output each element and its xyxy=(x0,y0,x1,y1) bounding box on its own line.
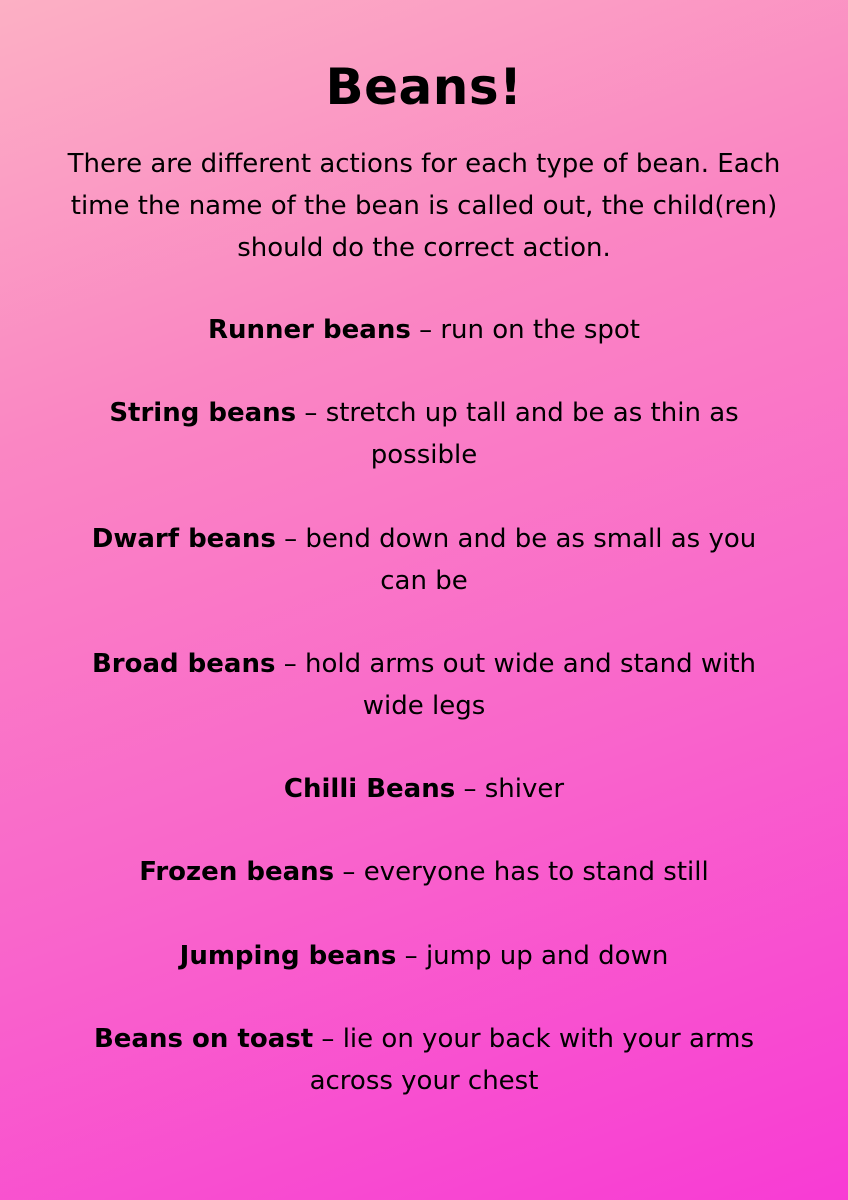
bean-action: everyone has to stand still xyxy=(363,857,709,887)
bean-name: Beans on toast xyxy=(93,1024,314,1054)
bean-separator: – xyxy=(275,524,306,554)
bean-item-runner xyxy=(74,309,774,351)
bean-name: Chilli Beans xyxy=(283,774,456,804)
intro-paragraph: There are different actions for each type of bean. Each time the name of the bean is called out, the child(ren) should do the correct action. xyxy=(67,149,781,263)
bean-name: Jumping beans xyxy=(179,941,397,971)
bean-item-chilli xyxy=(74,768,774,810)
bean-action: lie on your back with your arms across your chest xyxy=(309,1024,755,1096)
bean-item-broad xyxy=(74,643,774,727)
bean-name: Runner beans xyxy=(207,315,411,345)
bean-separator: – xyxy=(296,398,326,428)
bean-item-frozen xyxy=(74,851,774,893)
bean-action: shiver xyxy=(484,774,565,804)
page-title: Beans! xyxy=(325,58,523,116)
bean-separator: – xyxy=(313,1024,343,1054)
bean-separator: – xyxy=(275,649,305,679)
bean-action: bend down and be as small as you can be xyxy=(305,524,757,596)
bean-separator: – xyxy=(396,941,426,971)
bean-separator: – xyxy=(334,857,364,887)
bean-item-dwarf xyxy=(74,518,774,602)
bean-separator: – xyxy=(455,774,485,804)
bean-name: Broad beans xyxy=(91,649,276,679)
bean-action: run on the spot xyxy=(440,315,641,345)
bean-name: String beans xyxy=(109,398,297,428)
bean-item-string xyxy=(74,392,774,476)
bean-item-toast xyxy=(74,1018,774,1102)
bean-name: Dwarf beans xyxy=(91,524,276,554)
bean-name: Frozen beans xyxy=(139,857,335,887)
bean-action: stretch up tall and be as thin as possible xyxy=(325,398,739,470)
bean-action: jump up and down xyxy=(425,941,669,971)
bean-action: hold arms out wide and stand with wide legs xyxy=(304,649,757,721)
bean-item-jumping xyxy=(74,935,774,977)
bean-separator: – xyxy=(410,315,441,345)
